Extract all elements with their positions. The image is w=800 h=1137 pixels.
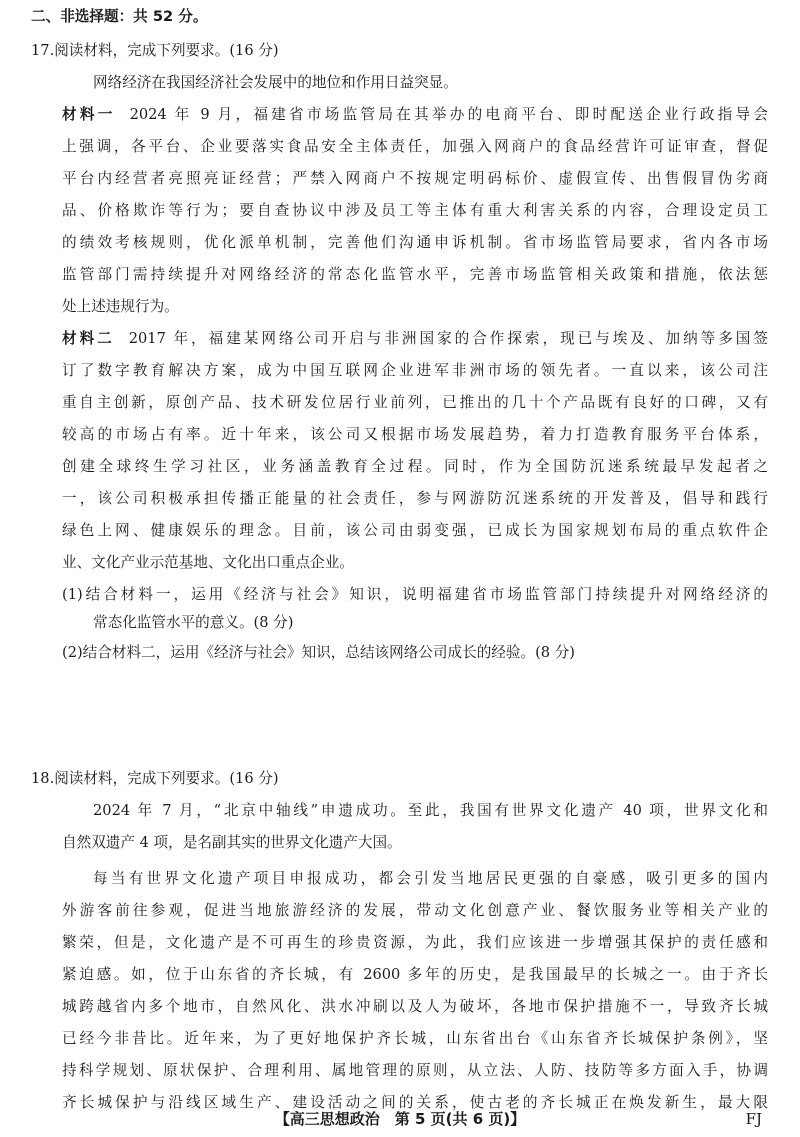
footer-page-info: 【高三思想政治 第 5 页(共 6 页)】 xyxy=(274,1110,526,1128)
q17-material2-line: 材料二 2017 年，福建某网络公司开启与非洲国家的合作探索，现已与埃及、加纳等多国签 xyxy=(62,330,768,347)
q18-para2-line: 每当有世界文化遗产项目申报成功，都会引发当地居民更强的自豪感，吸引更多的国内 xyxy=(93,870,768,887)
q17-intro: 网络经济在我国经济社会发展中的地位和作用日益突显。 xyxy=(93,74,458,91)
q18-para2-line: 齐长城保护与沿线区域生产、建设活动之间的关系，使古老的齐长城正在焕发新生，最大限 xyxy=(62,1094,768,1111)
q17-material1-line: 处上述违规行为。 xyxy=(62,298,179,315)
q17-material2-line: 较高的市场占有率。近十年来，该公司又根据市场发展趋势，着力打造教育服务平台体系， xyxy=(62,426,768,443)
q18-title: 18.阅读材料，完成下列要求。(16 分) xyxy=(31,770,279,787)
q17-material2-line: 一，该公司积极承担传播正能量的社会责任，参与网游防沉迷系统的开发普及，倡导和践行 xyxy=(62,490,768,507)
q17-material1-line: 上强调，各平台、企业要落实食品安全主体责任，加强入网商户的食品经营许可证审查，督促 xyxy=(62,138,768,155)
q17-material2-line: 业、文化产业示范基地、文化出口重点企业。 xyxy=(62,554,354,571)
q17-subquestion-1-cont: 常态化监管水平的意义。(8 分) xyxy=(93,614,294,631)
page-footer xyxy=(0,1106,800,1132)
material2-label: 材料二 xyxy=(62,330,115,347)
q17-material2-line: 绿色上网、健康娱乐的理念。目前，该公司由弱变强，已成长为国家规划布局的重点软件企 xyxy=(62,522,768,539)
q18-para1-line: 自然双遗产 4 项，是名副其实的世界文化遗产大国。 xyxy=(62,834,402,851)
q17-material1-line: 材料一 2024 年 9 月，福建省市场监管局在其举办的电商平台、即时配送企业行政指导会 xyxy=(62,106,768,123)
q18-para2-line: 已经今非昔比。近年来，为了更好地保护齐长城，山东省出台《山东省齐长城保护条例》，坚 xyxy=(62,1030,768,1047)
q17-title: 17.阅读材料，完成下列要求。(16 分) xyxy=(31,42,279,59)
q18-para2-line: 繁荣，但是，文化遗产是不可再生的珍贵资源，为此，我们应该进一步增强其保护的责任感和 xyxy=(62,934,768,951)
q18-para2-line: 城跨越省内多个地市，自然风化、洪水冲刷以及人为破坏，各地市保护措施不一，导致齐长城 xyxy=(62,998,768,1015)
material1-label: 材料一 xyxy=(62,106,116,123)
q18-para1-line: 2024 年 7 月，“北京中轴线”申遗成功。至此，我国有世界文化遗产 40 项，世界文化和 xyxy=(93,802,768,819)
q17-material2-line: 创建全球终生学习社区，业务涵盖教育全过程。同时，作为全国防沉迷系统最早发起者之 xyxy=(62,458,768,475)
q17-material2-line: 重自主创新，原创产品、技术研发位居行业前列，已推出的几十个产品既有良好的口碑，又有 xyxy=(62,394,768,411)
q17-material1-line: 平台内经营者亮照亮证经营；严禁入网商户不按规定明码标价、虚假宣传、出售假冒伪劣商 xyxy=(62,170,768,187)
section-header: 二、非选择题：共 52 分。 xyxy=(31,8,208,25)
q17-material1-line: 的绩效考核规则，优化派单机制，完善他们沟通申诉机制。省市场监管局要求，省内各市场 xyxy=(62,234,768,251)
q17-subquestion-2: (2)结合材料二，运用《经济与社会》知识，总结该网络公司成长的经验。(8 分) xyxy=(62,644,575,661)
q18-para2-line: 紧迫感。如，位于山东省的齐长城，有 2600 多年的历史，是我国最早的长城之一。由于齐长 xyxy=(62,966,768,983)
q18-para2-line: 外游客前往参观，促进当地旅游经济的发展，带动文化创意产业、餐饮服务业等相关产业的 xyxy=(62,902,768,919)
q17-material1-line: 品、价格欺诈等行为；要自查协议中涉及员工等主体有重大利害关系的内容，合理设定员工 xyxy=(62,202,768,219)
q17-subquestion-1: (1)结合材料一，运用《经济与社会》知识，说明福建省市场监管部门持续提升对网络经济的 xyxy=(62,586,768,603)
q17-material2-line: 订了数字教育解决方案，成为中国互联网企业进军非洲市场的领先者。一直以来，该公司注 xyxy=(62,362,768,379)
q18-para2-line: 持科学规划、原状保护、合理利用、属地管理的原则，从立法、人防、技防等多方面入手，协调 xyxy=(62,1062,768,1079)
footer-region-code: FJ xyxy=(745,1110,762,1128)
q17-material1-line: 监管部门需持续提升对网络经济的常态化监管水平，完善市场监管相关政策和措施，依法惩 xyxy=(62,266,768,283)
